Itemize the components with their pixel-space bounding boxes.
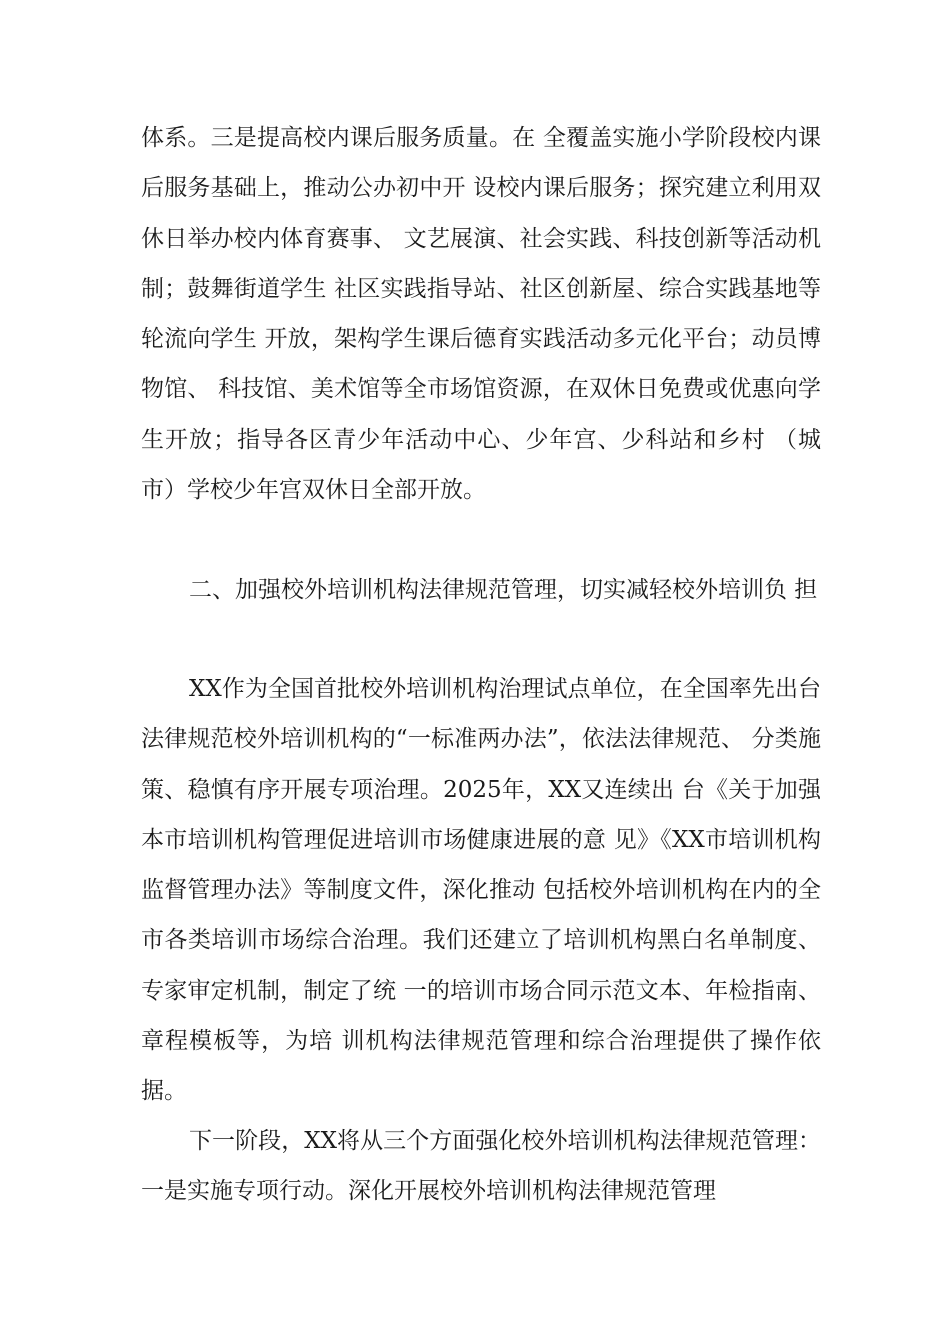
document-body-next-stage xyxy=(141,1116,821,1217)
paragraph-pilot-governance: XX作为全国首批校外培训机构治理试点单位，在全国率先出台法律规范校外培训机构的“一标准两办法”，依法法律规范、 分类施策、稳慎有序开展专项治理。2025年，XX又连续出 台《关于加强本市培训机构管理促进培训市场健康进展的意 见》《XX市培训机构监督管理办法》等制度文件，深化推动 包括校外培训机构在内的全市各类培训市场综合治理。我们还建立了培训机构黑白名单制度、专家审定机制，制定了统 一的培训市场合同示范文本、年检指南、章程模板等，为培 训机构法律规范管理和综合治理提供了操作依据。 xyxy=(141,676,821,1105)
paragraph-after-school-services: 体系。三是提高校内课后服务质量。在 全覆盖实施小学阶段校内课后服务基础上，推动公办初中开 设校内课后服务；探究建立利用双休日举办校内体育赛事、 文艺展演、社会实践、科技创新等活动机制；鼓舞街道学生 社区实践指导站、社区创新屋、综合实践基地等轮流向学生 开放，架构学生课后德育实践活动多元化平台；动员博物馆、 科技馆、美术馆等全市场馆资源，在双休日免费或优惠向学 生开放；指导各区青少年活动中心、少年宫、少科站和乡村 （城市）学校少年宫双休日全部开放。 xyxy=(141,125,829,504)
section-heading-two: 二、加强校外培训机构法律规范管理，切实减轻校外培训负 担 xyxy=(189,577,818,603)
section-heading-block xyxy=(141,565,821,615)
paragraph-next-stage: 下一阶段，XX将从三个方面强化校外培训机构法律规范管理：一是实施专项行动。深化开展校外培训机构法律规范管理 xyxy=(141,1128,821,1205)
document-body-continued xyxy=(141,113,829,515)
document-body-pilot xyxy=(141,664,821,1117)
